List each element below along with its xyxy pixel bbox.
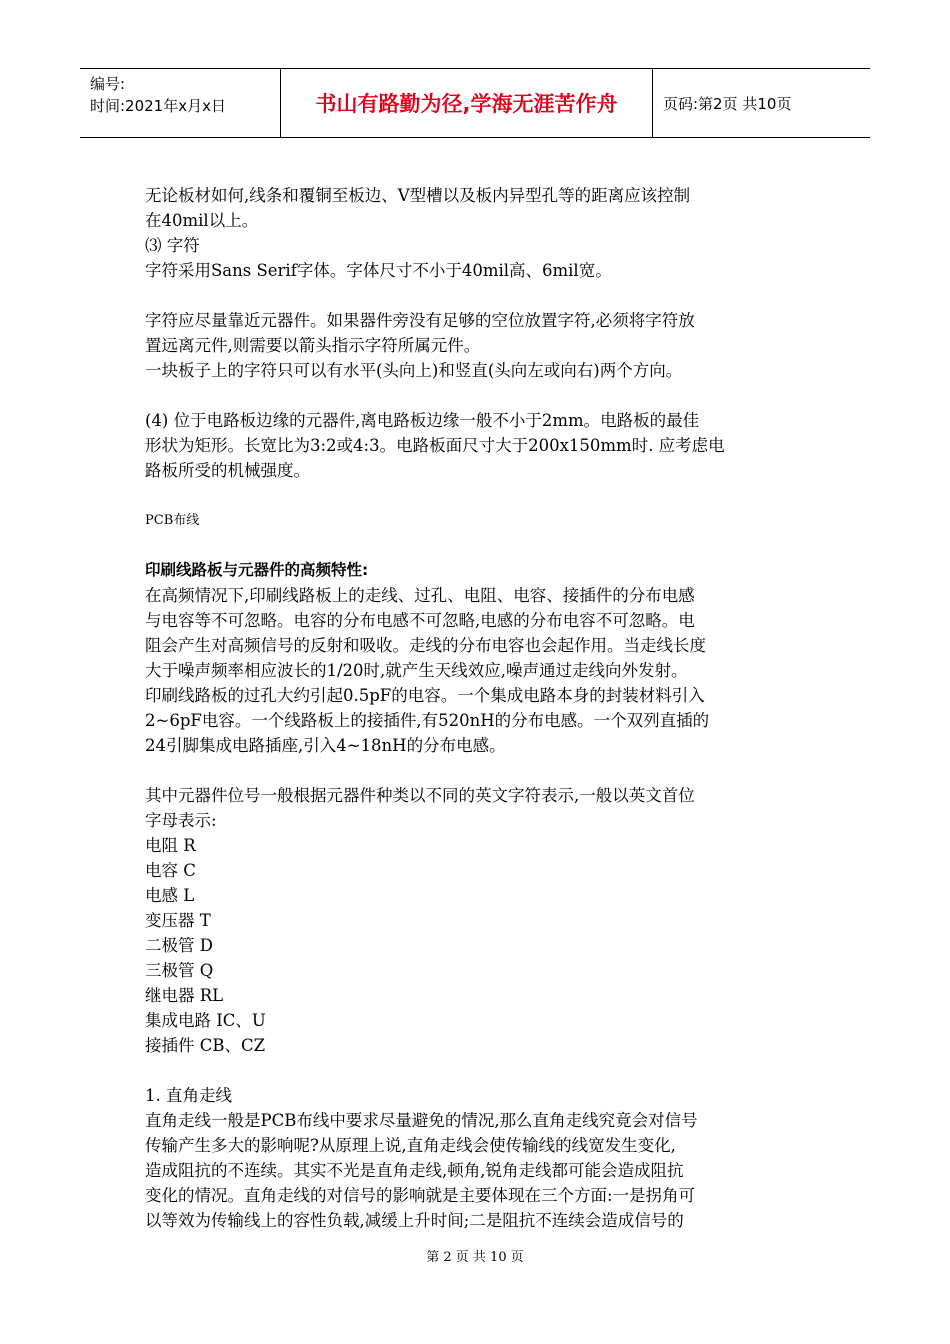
body-line: 与电容等不可忽略。电容的分布电感不可忽略,电感的分布电容不可忽略。电 xyxy=(145,611,695,630)
blank-line xyxy=(145,758,815,783)
body-line: 字母表示: xyxy=(145,811,217,830)
body-line: 直角走线一般是PCB布线中要求尽量避免的情况,那么直角走线究竟会对信号 xyxy=(145,1111,698,1130)
blank-line xyxy=(145,1058,815,1083)
body-line: 阻会产生对高频信号的反射和吸收。走线的分布电容也会起作用。当走线长度 xyxy=(145,636,706,655)
body-line: 在高频情况下,印刷线路板上的走线、过孔、电阻、电容、接插件的分布电感 xyxy=(145,586,695,605)
body-line: (4) 位于电路板边缘的元器件,离电路板边缘一般不小于2mm。电路板的最佳 xyxy=(145,411,700,430)
body-line: 造成阻抗的不连续。其实不光是直角走线,顿角,锐角走线都可能会造成阻抗 xyxy=(145,1161,684,1180)
blank-line xyxy=(145,383,815,408)
list-item: 电感 L xyxy=(145,886,195,905)
section-heading: 印刷线路板与元器件的高频特性: xyxy=(145,561,369,579)
list-item: 电容 C xyxy=(145,861,196,880)
document-number-label: 编号: xyxy=(90,75,126,93)
list-item: 变压器 T xyxy=(145,911,211,930)
body-line: 字符应尽量靠近元器件。如果器件旁没有足够的空位放置字符,必须将字符放 xyxy=(145,311,695,330)
body-line: 大于噪声频率相应波长的1/20时,就产生天线效应,噪声通过走线向外发射。 xyxy=(145,661,688,680)
list-item: 接插件 CB、CZ xyxy=(145,1036,266,1055)
list-item: 集成电路 IC、U xyxy=(145,1011,266,1030)
body-line: 形状为矩形。长宽比为3:2或4:3。电路板面尺寸大于200x150mm时. 应考虑电 xyxy=(145,436,725,455)
header-meta xyxy=(80,69,281,137)
document-body xyxy=(145,183,815,1233)
body-line: 无论板材如何,线条和覆铜至板边、V型槽以及板内异型孔等的距离应该控制 xyxy=(145,186,691,205)
header-motto: 书山有路勤为径,学海无涯苦作舟 xyxy=(281,69,653,137)
body-line: 传输产生多大的影响呢?从原理上说,直角走线会使传输线的线宽发生变化, xyxy=(145,1136,676,1155)
body-line: 置远离元件,则需要以箭头指示字符所属元件。 xyxy=(145,336,481,355)
blank-line xyxy=(145,483,815,508)
list-item: 电阻 R xyxy=(145,836,196,855)
document-time-label: 时间:2021年x月x日 xyxy=(90,97,226,115)
page-header xyxy=(80,68,870,138)
body-line: 一块板子上的字符只可以有水平(头向上)和竖直(头向左或向右)两个方向。 xyxy=(145,361,683,380)
body-line: 24引脚集成电路插座,引入4~18nH的分布电感。 xyxy=(145,736,506,755)
section-label: PCB布线 xyxy=(145,513,200,528)
body-line: 在40mil以上。 xyxy=(145,211,259,230)
list-item: 二极管 D xyxy=(145,936,213,955)
body-line: 以等效为传输线上的容性负载,减缓上升时间;二是阻抗不连续会造成信号的 xyxy=(145,1211,684,1230)
blank-line xyxy=(145,283,815,308)
body-line: 路板所受的机械强度。 xyxy=(145,461,310,480)
list-item: 继电器 RL xyxy=(145,986,224,1005)
list-item: 三极管 Q xyxy=(145,961,214,980)
body-line: 字符采用Sans Serif字体。字体尺寸不小于40mil高、6mil宽。 xyxy=(145,261,612,280)
blank-line xyxy=(145,533,815,558)
section-heading: ⑶ 字符 xyxy=(145,236,200,255)
section-heading: 1. 直角走线 xyxy=(145,1086,232,1105)
body-line: 印刷线路板的过孔大约引起0.5pF的电容。一个集成电路本身的封装材料引入 xyxy=(145,686,705,705)
body-line: 2~6pF电容。一个线路板上的接插件,有520nH的分布电感。一个双列直插的 xyxy=(145,711,710,730)
page-footer: 第 2 页 共 10 页 xyxy=(426,1250,524,1265)
header-page-info: 页码:第2页 共10页 xyxy=(663,94,792,113)
body-line: 其中元器件位号一般根据元器件种类以不同的英文字符表示,一般以英文首位 xyxy=(145,786,695,805)
body-line: 变化的情况。直角走线的对信号的影响就是主要体现在三个方面:一是拐角可 xyxy=(145,1186,696,1205)
